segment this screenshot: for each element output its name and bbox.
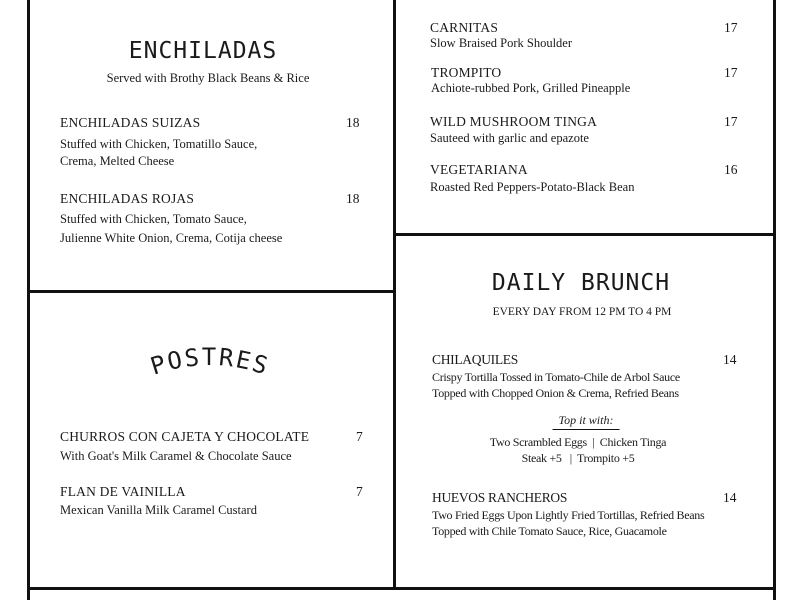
menu-item-price: 14 [723, 490, 737, 505]
menu-item-desc: Topped with Chile Tomato Sauce, Rice, Guacamole [432, 524, 667, 538]
menu-item-name: ENCHILADAS SUIZAS [60, 115, 201, 130]
postres-title [110, 330, 310, 390]
menu-item-desc: Roasted Red Peppers-Potato-Black Bean [430, 180, 635, 194]
menu-item-price: 16 [724, 162, 738, 177]
center-divider [393, 0, 396, 590]
menu-item-price: 18 [346, 115, 360, 130]
menu-item-desc: Stuffed with Chicken, Tomato Sauce, [60, 212, 247, 226]
menu-item-price: 17 [724, 114, 738, 129]
topping-options: Two Scrambled Eggs | Chicken Tinga [489, 435, 667, 449]
menu-item-name: TROMPITO [431, 65, 502, 80]
bottom-divider [27, 587, 776, 590]
menu-item-name: CARNITAS [430, 20, 499, 35]
menu-item-name: WILD MUSHROOM TINGA [430, 114, 598, 129]
menu-item-desc: Mexican Vanilla Milk Caramel Custard [60, 503, 257, 517]
postres-title-text: POSTRES [147, 343, 273, 381]
right-border [773, 0, 776, 600]
menu-item-desc: Achiote-rubbed Pork, Grilled Pineapple [431, 81, 631, 95]
menu-item-name: CHURROS CON CAJETA Y CHOCOLATE [60, 429, 310, 444]
menu-item-price: 7 [356, 484, 363, 499]
menu-item-price: 18 [346, 191, 360, 206]
menu-item-price: 17 [724, 20, 738, 35]
menu-item-desc: Two Fried Eggs Upon Lightly Fried Tortillas, Refried Beans [432, 508, 705, 522]
menu-item-desc: Topped with Chopped Onion & Crema, Refried Beans [432, 386, 679, 400]
svg-text:POSTRES [147, 343, 273, 381]
menu-item-name: VEGETARIANA [430, 162, 528, 177]
brunch-title: DAILY BRUNCH [491, 270, 671, 296]
topping-label: Top it with: [553, 413, 620, 430]
right-section-divider [393, 233, 776, 236]
menu-item-desc: With Goat's Milk Caramel & Chocolate Sauce [60, 449, 292, 463]
left-border [27, 0, 30, 600]
menu-item-name: HUEVOS RANCHEROS [432, 490, 568, 505]
enchiladas-title: ENCHILADAS [128, 38, 278, 64]
menu-item-name: CHILAQUILES [432, 352, 518, 367]
enchiladas-subtitle: Served with Brothy Black Beans & Rice [106, 71, 310, 85]
menu-item-price: 17 [724, 65, 738, 80]
menu-item-name: ENCHILADAS ROJAS [60, 191, 195, 206]
left-section-divider [27, 290, 394, 293]
brunch-subtitle: EVERY DAY FROM 12 PM TO 4 PM [492, 306, 672, 318]
menu-item-price: 14 [723, 352, 737, 367]
menu-item-desc: Crispy Tortilla Tossed in Tomato-Chile de Arbol Sauce [432, 370, 680, 384]
menu-item-desc: Sauteed with garlic and epazote [430, 131, 589, 145]
menu-item-desc: Stuffed with Chicken, Tomatillo Sauce, [60, 137, 258, 151]
menu-item-name: FLAN DE VAINILLA [60, 484, 186, 499]
menu-item-desc: Slow Braised Pork Shoulder [430, 36, 573, 50]
topping-options: Steak +5 | Trompito +5 [521, 451, 635, 465]
menu-item-desc: Julienne White Onion, Crema, Cotija cheese [60, 231, 283, 245]
menu-item-desc: Crema, Melted Cheese [60, 154, 175, 168]
menu-item-price: 7 [356, 429, 363, 444]
